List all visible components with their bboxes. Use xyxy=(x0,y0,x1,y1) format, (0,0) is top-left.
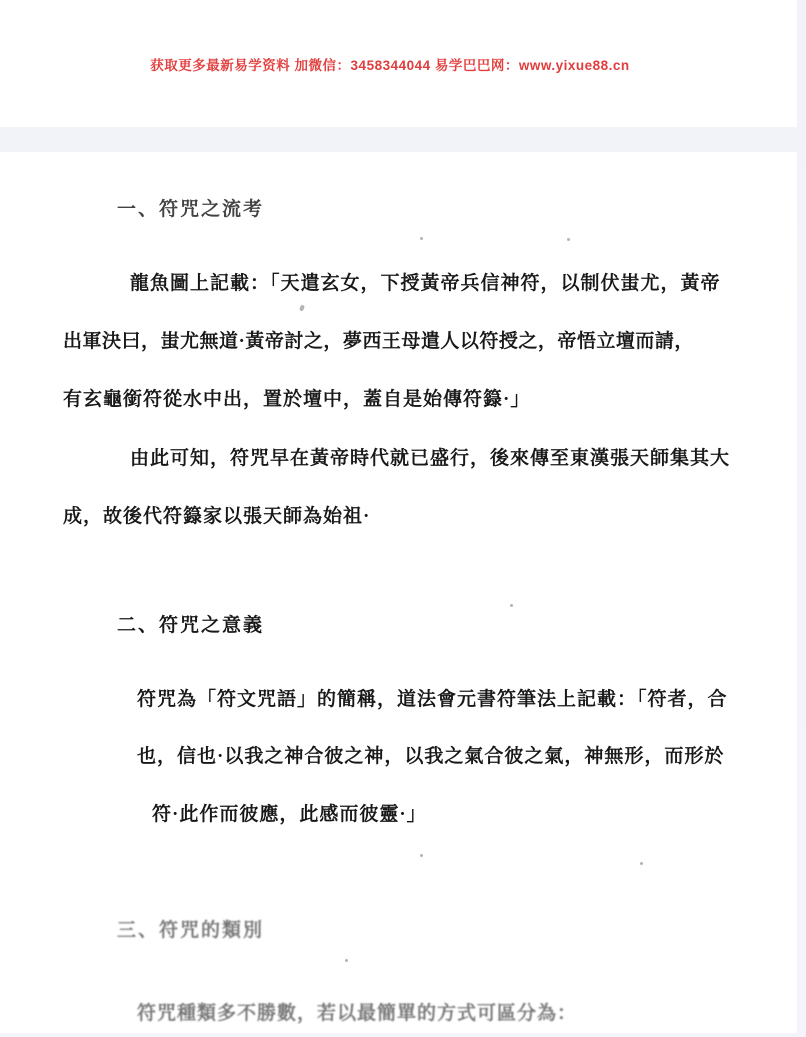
scan-speck xyxy=(420,854,423,857)
section-3-line-1: 符咒種類多不勝數，若以最簡單的方式可區分為： xyxy=(137,1003,578,1024)
section-2-heading: 二、符咒之意義 xyxy=(117,615,265,636)
section-2-line-1: 符咒為「符文咒語」的簡稱，道法會元書符筆法上記載：「符者，合 xyxy=(137,689,728,710)
section-1-line-3: 有玄龜銜符從水中出，置於壇中，蓋自是始傳符籙·」 xyxy=(63,389,531,410)
scan-speck xyxy=(567,238,570,241)
page-2 xyxy=(0,152,797,1033)
scan-speck xyxy=(640,862,643,865)
scan-speck xyxy=(420,237,423,240)
scan-speck xyxy=(345,959,348,962)
scan-speck xyxy=(510,604,513,607)
section-2-line-2: 也，信也·以我之神合彼之神，以我之氣合彼之氣，神無形，而形於 xyxy=(137,746,725,767)
page-1 xyxy=(0,0,797,127)
section-1-line-5: 成，故後代符籙家以張天師為始祖· xyxy=(63,506,371,527)
section-1-heading: 一、符咒之流考 xyxy=(117,199,265,220)
section-2-line-3: 符·此作而彼應，此感而彼靈·」 xyxy=(152,804,427,825)
section-1-line-1: 龍魚圖上記載：「天遣玄女，下授黃帝兵信神符，以制伏蚩尤，黃帝 xyxy=(130,273,721,294)
section-1-line-4: 由此可知，符咒早在黃帝時代就已盛行，後來傳至東漢張天師集其大 xyxy=(130,448,731,469)
promo-header-text: 获取更多最新易学资料 加微信：3458344044 易学巴巴网：www.yixue88.cn xyxy=(150,58,630,73)
section-3-heading: 三、符咒的類別 xyxy=(117,920,265,941)
scan-speck xyxy=(299,304,305,311)
section-1-line-2: 出軍決曰，蚩尤無道·黃帝討之，夢西王母遣人以符授之，帝悟立壇而請， xyxy=(63,331,694,352)
